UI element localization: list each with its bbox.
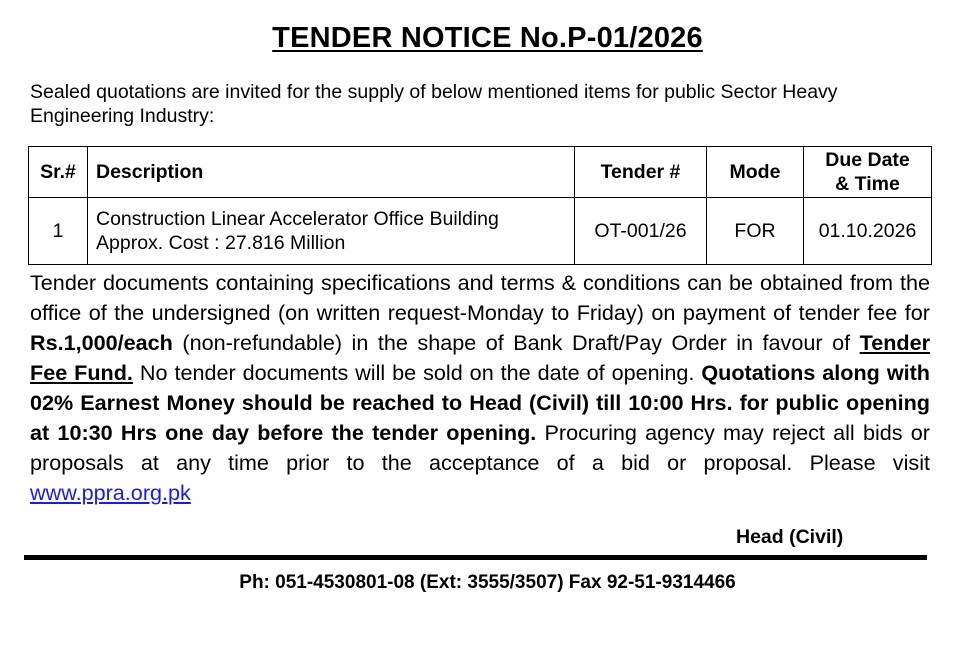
cell-due-date: 01.10.2026 (804, 198, 932, 265)
body-text-4: Procuring agency may reject all bids or proposals at any time prior to the acceptance of a bid or proposal. Please visit (30, 420, 931, 475)
tender-fee-fund: Tender Fee Fund. (30, 330, 930, 385)
notice-title: TENDER NOTICE No.P-01/2026 (272, 22, 703, 54)
table-header-row (29, 147, 932, 198)
body-text-3: No tender documents will be sold on the date of opening. (132, 360, 702, 385)
header-due-date (804, 147, 932, 198)
header-description: Description (88, 147, 575, 198)
submission-instructions: Quotations along with 02% Earnest Money should be reached to Head (Civil) till 10:00 Hrs. for public opening at 10:30 Hrs one day before the tender opening. (30, 360, 930, 445)
signature-head-civil: Head (Civil) (736, 526, 844, 548)
header-due-line2: & Time (835, 173, 900, 195)
header-mode: Mode (707, 147, 804, 198)
tender-items-table (28, 146, 932, 265)
intro-text: Sealed quotations are invited for the supply of below mentioned items for public Sector Heavy Engineering Industry: (30, 81, 838, 127)
cell-mode: FOR (707, 198, 804, 265)
tender-fee-amount: Rs.1,000/each (30, 330, 173, 355)
header-tender-number: Tender # (575, 147, 707, 198)
description-line2: Approx. Cost : 27.816 Million (96, 232, 346, 254)
cell-tender-number: OT-001/26 (575, 198, 707, 265)
description-line1: Construction Linear Accelerator Office Building (96, 208, 499, 230)
ppra-website-link[interactable]: www.ppra.org.pk (30, 480, 191, 505)
header-due-line1: Due Date (825, 149, 910, 171)
header-sr: Sr.# (29, 147, 88, 198)
contact-footer: Ph: 051-4530801-08 (Ext: 3555/3507) Fax 92-51-9314466 (239, 572, 736, 593)
cell-description (88, 198, 575, 265)
cell-sr: 1 (29, 198, 88, 265)
body-text-1: Tender documents containing specifications and terms & conditions can be obtained from the office of the undersigned (on written request-Monday to Friday) on payment of tender fee for (30, 270, 930, 325)
divider-rule (24, 555, 927, 560)
terms-paragraph (30, 268, 930, 508)
table-row (29, 198, 932, 265)
body-text-2: (non-refundable) in the shape of Bank Draft/Pay Order in favour of (172, 330, 860, 355)
